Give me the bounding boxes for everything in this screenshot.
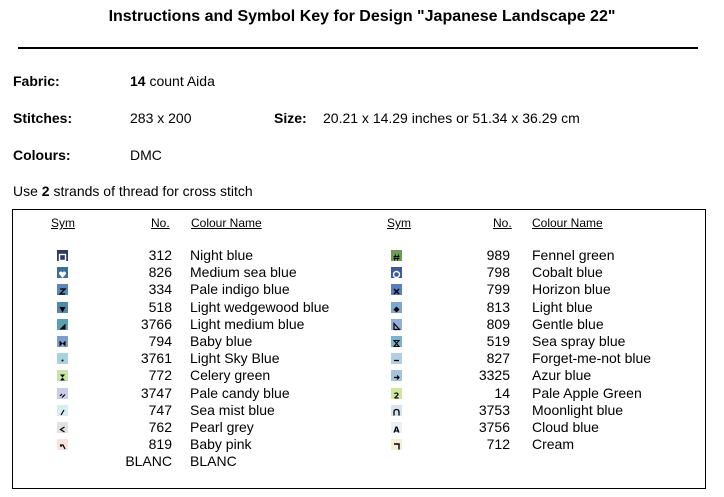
stitches-label: Stitches: [13,110,73,126]
left-colour-number: 3761 [140,350,172,366]
right-no-header: No. [493,216,512,230]
right-symbol-989 [391,250,402,261]
right-name-header: Colour Name [532,216,603,230]
left-colour-name: Pearl grey [190,419,254,435]
right-colour-number: 14 [494,385,510,401]
left-colour-number: 312 [148,247,172,263]
right-colour-name: Cloud blue [532,419,599,435]
right-colour-name: Cream [532,436,575,452]
left-colour-name: Light Sky Blue [190,350,280,366]
left-colour-number: 794 [148,333,172,349]
right-colour-name: Cobalt blue [532,264,603,280]
instruction-pre: Use [13,183,42,199]
left-colour-name: Medium sea blue [190,264,297,280]
right-symbol-14 [391,388,402,399]
left-symbol-3766 [57,319,68,330]
right-colour-name: Pale Apple Green [532,385,642,401]
right-colour-name: Azur blue [532,367,592,383]
right-colour-name: Light blue [532,299,593,315]
left-colour-name: Celery green [190,367,271,383]
right-colour-name: Gentle blue [532,316,604,332]
left-colour-number: 772 [148,367,172,383]
stitches-value: 283 x 200 [130,110,192,126]
right-symbol-798 [391,267,402,278]
left-symbol-3747 [57,388,68,399]
left-colour-number: 819 [148,436,172,452]
left-colour-number: 747 [148,402,172,418]
left-colour-name: Sea mist blue [190,402,275,418]
left-name-header: Colour Name [191,216,262,230]
right-symbol-809 [391,319,402,330]
title-divider [18,47,698,49]
left-colour-name: Light medium blue [190,316,305,332]
left-colour-number: 518 [148,299,172,315]
right-colour-name: Horizon blue [532,281,611,297]
right-colour-number: 3325 [478,367,510,383]
right-symbol-3753 [391,405,402,416]
svg-text:2: 2 [393,391,400,401]
page-title: Instructions and Symbol Key for Design "Japanese Landscape 22" [108,8,616,25]
left-colour-name: Pale candy blue [190,385,290,401]
left-no-header: No. [151,216,170,230]
right-colour-name: Sea spray blue [532,333,626,349]
right-colour-number: 798 [486,264,510,280]
left-symbol-826 [57,267,68,278]
instruction-post: strands of thread for cross stitch [49,183,253,199]
right-symbol-3325 [391,370,402,381]
left-colour-name: BLANC [190,453,237,469]
right-colour-number: 712 [486,436,510,452]
right-colour-number: 809 [486,316,510,332]
left-symbol-819 [57,439,68,450]
right-colour-number: 3756 [478,419,510,435]
right-colour-number: 799 [486,281,510,297]
right-colour-number: 519 [486,333,510,349]
fabric-count: 14 [130,73,146,89]
left-sym-header: Sym [51,216,75,230]
right-colour-number: 3753 [478,402,510,418]
left-colour-name: Baby pink [190,436,252,452]
left-symbol-794 [57,336,68,347]
left-symbol-312 [57,250,68,261]
colours-label: Colours: [13,147,71,163]
right-symbol-813 [391,302,402,313]
left-symbol-747 [57,405,68,416]
left-colour-name: Baby blue [190,333,253,349]
fabric-type: count Aida [145,73,215,89]
right-symbol-827 [391,353,402,364]
right-colour-number: 827 [486,350,510,366]
fabric-value [130,73,215,89]
left-symbol-3761 [57,353,68,364]
right-colour-name: Forget-me-not blue [532,350,652,366]
left-colour-number: 762 [148,419,172,435]
right-colour-name: Moonlight blue [532,402,624,418]
left-colour-name: Pale indigo blue [190,281,290,297]
left-colour-number: BLANC [125,453,172,469]
left-symbol-518 [57,302,68,313]
left-colour-number: 334 [148,281,172,297]
right-colour-number: 813 [486,299,510,315]
left-symbol-BLANC [57,456,68,467]
right-symbol-3756 [391,422,402,433]
right-colour-name: Fennel green [532,247,615,263]
left-colour-name: Light wedgewood blue [190,299,330,315]
left-symbol-762 [57,422,68,433]
fabric-label: Fabric: [13,73,60,89]
instruction-text [13,183,253,199]
size-value: 20.21 x 14.29 inches or 51.34 x 36.29 cm [323,110,580,126]
size-label: Size: [274,110,307,126]
left-symbol-334 [57,284,68,295]
left-colour-name: Night blue [190,247,254,263]
strand-count: 2 [41,183,50,199]
left-symbol-772 [57,370,68,381]
right-symbol-799 [391,284,402,295]
right-colour-number: 989 [486,247,510,263]
left-colour-number: 3747 [140,385,172,401]
right-symbol-712 [391,439,402,450]
left-colour-number: 826 [148,264,172,280]
left-colour-number: 3766 [140,316,172,332]
right-symbol-519 [391,336,402,347]
svg-text:A: A [393,425,400,435]
colours-value: DMC [130,147,162,163]
right-sym-header: Sym [387,216,411,230]
